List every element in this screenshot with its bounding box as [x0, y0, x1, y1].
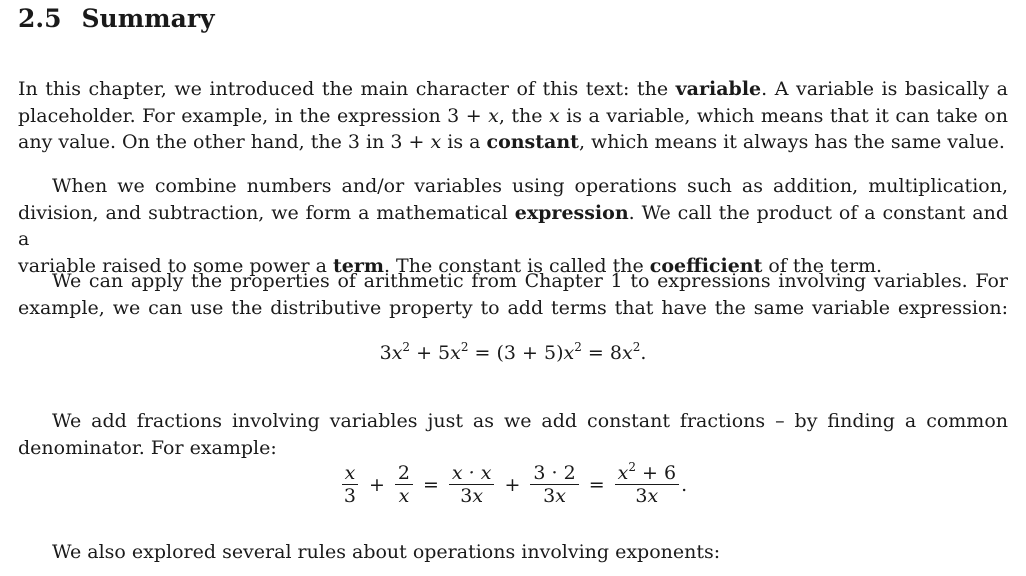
p1-text: is a variable, which means that it can take on — [559, 104, 1008, 127]
exponent: 2 — [402, 340, 411, 354]
equation-fractions — [0, 462, 1026, 507]
fraction-numerator — [615, 462, 679, 485]
operator: = — [588, 473, 605, 496]
exponent: 2 — [628, 460, 636, 474]
p2-text: division, and subtraction, we form a mathematical — [18, 201, 515, 224]
fraction-denominator: x — [398, 485, 410, 507]
eq-text: + 5 — [410, 342, 451, 364]
math-var: x — [647, 485, 659, 507]
p2-text: . We call the product of a constant and a — [18, 201, 1008, 250]
fraction-numerator: x — [342, 462, 359, 485]
eq-text: = (3 + 5) — [468, 342, 564, 364]
term-variable: variable — [675, 78, 762, 100]
num-text: + 6 — [635, 462, 677, 484]
p1-text: . A variable is basically a — [761, 78, 1008, 100]
fraction — [395, 462, 413, 507]
p2-text: variable raised to some power a — [18, 254, 333, 277]
term-constant: constant — [486, 131, 579, 153]
eq-text: 3 — [379, 342, 392, 364]
p3-line-1: We can apply the properties of arithmetic from Chapter 1 to expressions involving variables. For — [52, 270, 1008, 292]
p1-text: , the — [498, 104, 549, 127]
paragraph-exponents — [18, 539, 1008, 566]
math-var: x — [555, 485, 566, 507]
p1-text: In this chapter, we introduced the main character of this text: the — [18, 78, 676, 100]
exponent: 2 — [574, 340, 582, 354]
fraction-numerator: 2 — [395, 462, 413, 485]
p1-line-3 — [18, 129, 1008, 156]
p4-line-1: We add fractions involving variables just as we add constant fractions – by finding a common — [52, 410, 1008, 432]
paragraph-expressions — [18, 173, 1008, 279]
p1-line-1 — [18, 76, 1008, 103]
math-var: x — [472, 485, 484, 507]
math-var: x — [617, 462, 629, 484]
eq-text: = 8 — [581, 342, 622, 364]
p5-line-1: We also explored several rules about operations involving exponents: — [52, 541, 721, 563]
math-var: x — [563, 342, 575, 364]
p2-text: of the term. — [762, 254, 883, 277]
p1-text: placeholder. For example, in the expression 3 + — [18, 104, 489, 127]
p1-line-2 — [18, 103, 1008, 130]
p1-text: any value. On the other hand, the 3 in 3 + — [18, 131, 431, 153]
fraction-denominator — [457, 485, 486, 507]
section-title: Summary — [81, 4, 215, 33]
math-var: x — [450, 342, 461, 364]
p4-line-2: denominator. For example: — [18, 436, 277, 459]
section-heading — [18, 4, 215, 33]
equation-distributive — [0, 342, 1026, 364]
fraction-denominator — [632, 485, 661, 507]
den-text: 3 — [635, 485, 648, 507]
p1-text: is a — [441, 131, 487, 153]
section-number: 2.5 — [18, 4, 62, 33]
term-term: term — [332, 254, 384, 277]
p2-line-1: When we combine numbers and/or variables using operations such as addition, multiplication, — [52, 175, 1008, 197]
term-coefficient: coefficient — [649, 254, 763, 277]
fraction — [449, 462, 495, 507]
fraction — [530, 462, 578, 507]
den-text: 3 — [460, 485, 473, 507]
eq-text: . — [640, 342, 647, 364]
math-var: x — [549, 104, 560, 127]
p1-text: , which means it always has the same value. — [578, 131, 1005, 153]
p2-text: . The constant is called the — [383, 254, 650, 277]
math-var: x — [488, 104, 499, 127]
paragraph-distributive — [18, 268, 1008, 321]
operator: + — [504, 473, 521, 496]
term-expression: expression — [514, 201, 629, 224]
exponent: 2 — [460, 340, 469, 354]
paragraph-variables — [18, 76, 1008, 156]
eq-text: . — [681, 473, 688, 496]
p3-line-2: example, we can use the distributive property to add terms that have the same variable expression: — [18, 296, 1008, 319]
fraction-denominator: 3 — [343, 485, 356, 507]
math-var: x — [621, 342, 633, 364]
operator: + — [368, 473, 385, 496]
fraction — [615, 462, 679, 507]
den-text: 3 — [543, 485, 556, 507]
fraction-numerator: x · x — [449, 462, 495, 485]
operator: = — [422, 473, 439, 496]
fraction — [341, 462, 359, 507]
p2-line-2 — [18, 200, 1008, 253]
exponent: 2 — [632, 340, 641, 354]
fraction-numerator: 3 · 2 — [530, 462, 578, 485]
paragraph-fractions — [18, 408, 1008, 461]
math-var: x — [391, 342, 403, 364]
fraction-denominator — [540, 485, 569, 507]
math-var: x — [430, 131, 442, 153]
